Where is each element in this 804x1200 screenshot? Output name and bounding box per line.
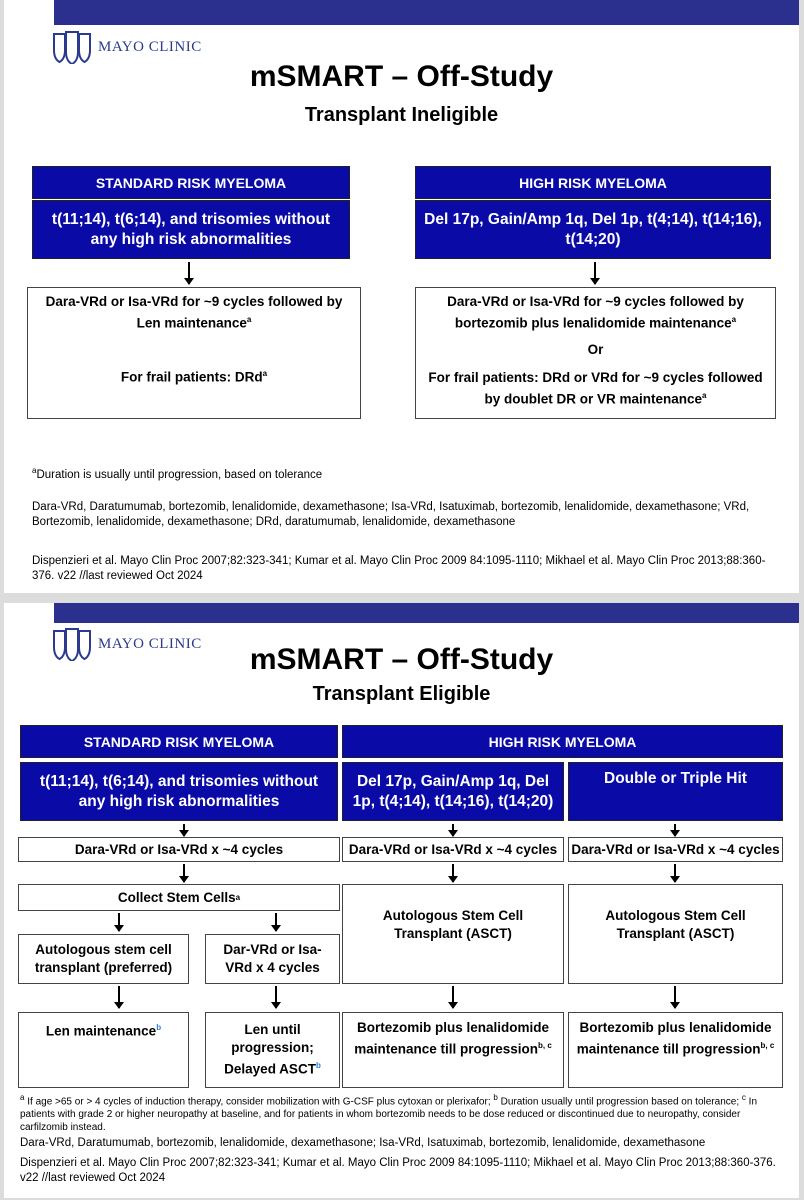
std-regimen-text: Dara-VRd or Isa-VRd for ~9 cycles followed by Len maintenance$^a$ xyxy=(45,294,343,331)
top-bar xyxy=(54,0,799,25)
footnote: $^a$Duration is usually until progression, based on tolerance xyxy=(32,466,323,481)
page-title: mSMART – Off-Study xyxy=(249,60,554,93)
collect-stem-cells-box: Collect Stem Cells a xyxy=(18,884,340,911)
abbreviations: Dara-VRd, Daratumumab, bortezomib, lenalidomide, dexamethasone; Isa-VRd, Isatuximab, bortezomib, lenalidomide, dexamethasone; VRd, Bortezomib, lenalidomide, dexamethasone; DRd, daratumumab, lenalidomide, dexamethasone xyxy=(32,501,750,528)
down-arrow-icon xyxy=(594,262,596,284)
alt-induction-box: Dar-VRd or Isa-VRd x 4 cycles xyxy=(205,934,340,984)
high-asct-box: Autologous Stem Cell Transplant (ASCT) xyxy=(342,884,564,984)
top-bar xyxy=(54,603,799,623)
down-arrow-icon xyxy=(183,824,185,836)
page-subtitle: Transplant Eligible xyxy=(312,683,491,705)
page-subtitle: Transplant Ineligible xyxy=(304,104,499,126)
high-risk-description: Del 17p, Gain/Amp 1q, Del 1p, t(4;14), t(14;16), t(14;20) xyxy=(415,200,771,259)
page-title: mSMART – Off-Study xyxy=(249,643,554,676)
down-arrow-icon xyxy=(452,986,454,1008)
abbreviations: Dara-VRd, Daratumumab, bortezomib, lenalidomide, dexamethasone; Isa-VRd, Isatuximab, bortezomib, lenalidomide, dexamethasone xyxy=(20,1137,706,1149)
high-maintenance-box: Bortezomib plus lenalidomide maintenance till progression$^{b, c}$ xyxy=(342,1012,564,1088)
down-arrow-icon xyxy=(118,986,120,1008)
hit-asct-box: Autologous Stem Cell Transplant (ASCT) xyxy=(568,884,783,984)
down-arrow-icon xyxy=(183,864,185,882)
down-arrow-icon xyxy=(452,824,454,836)
slide-transplant-ineligible xyxy=(4,0,799,593)
high-induction-box: Dara-VRd or Isa-VRd x ~4 cycles xyxy=(342,837,564,862)
double-triple-hit-box: Double or Triple Hit xyxy=(568,762,783,821)
down-arrow-icon xyxy=(118,913,120,931)
logo-text: MAYO CLINIC xyxy=(98,635,202,652)
std-risk-header: STANDARD RISK MYELOMA xyxy=(20,725,338,758)
high-risk-description: Del 17p, Gain/Amp 1q, Del 1p, t(4;14), t(14;16), t(14;20) xyxy=(342,762,564,821)
high-frail-text: For frail patients: DRd or VRd for ~9 cycles followed by doublet DR or VR maintenance$^a$ xyxy=(428,369,763,406)
down-arrow-icon xyxy=(275,986,277,1008)
down-arrow-icon xyxy=(674,864,676,882)
references: Dispenzieri et al. Mayo Clin Proc 2007;82:323-341; Kumar et al. Mayo Clin Proc 2009 84:1095-1110; Mikhael et al. Mayo Clin Proc 2013;88:360-376. v22 //last reviewed Oct 2024 xyxy=(20,1157,776,1184)
len-until-progression-box: Len until progression; Delayed ASCT$^b$ xyxy=(205,1012,340,1088)
std-risk-description: t(11;14), t(6;14), and trisomies without any high risk abnormalities xyxy=(32,200,350,259)
down-arrow-icon xyxy=(452,864,454,882)
high-regimen-text: Dara-VRd or Isa-VRd for ~9 cycles followed by bortezomib plus lenalidomide maintenance$^a$ xyxy=(447,294,744,331)
hit-induction-box: Dara-VRd or Isa-VRd x ~4 cycles xyxy=(568,837,783,862)
slide-transplant-eligible xyxy=(4,603,799,1198)
references: Dispenzieri et al. Mayo Clin Proc 2007;82:323-341; Kumar et al. Mayo Clin Proc 2009 84:1095-1110; Mikhael et al. Mayo Clin Proc 2013;88:360-376. v22 //last reviewed Oct 2024 xyxy=(32,555,766,582)
high-risk-header: HIGH RISK MYELOMA xyxy=(342,725,783,758)
footnotes: $^a$ If age >65 or > 4 cycles of induction therapy, consider mobilization with G-CSF plus cytoxan or plerixafor; $^b$ Duration usually until progression based on tolerance; $^c$ In patients with grade 2 or higher neuropathy at baseline, and for patients in whom bortezomib needs to be dose reduced or discontinued due to neuropathy, consider carfilzomib instead. xyxy=(20,1093,758,1134)
mayo-logo xyxy=(52,30,202,64)
std-frail-text: For frail patients: DRd$^a$ xyxy=(120,368,268,384)
down-arrow-icon xyxy=(188,262,190,284)
hit-maintenance-box: Bortezomib plus lenalidomide maintenance till progression$^{b, c}$ xyxy=(568,1012,783,1088)
down-arrow-icon xyxy=(674,986,676,1008)
high-regimen-box xyxy=(415,287,776,419)
std-regimen-box xyxy=(27,287,361,419)
std-induction-box: Dara-VRd or Isa-VRd x ~4 cycles xyxy=(18,837,340,862)
down-arrow-icon xyxy=(674,824,676,836)
down-arrow-icon xyxy=(275,913,277,931)
mayo-shield-icon xyxy=(52,30,92,64)
logo-text: MAYO CLINIC xyxy=(98,38,202,55)
or-label: Or xyxy=(587,341,604,357)
high-risk-header: HIGH RISK MYELOMA xyxy=(415,166,771,199)
len-maintenance-box: Len maintenance$^b$ xyxy=(18,1012,189,1088)
std-risk-header: STANDARD RISK MYELOMA xyxy=(32,166,350,199)
std-risk-description: t(11;14), t(6;14), and trisomies without any high risk abnormalities xyxy=(20,762,338,821)
asct-preferred-box: Autologous stem cell transplant (preferred) xyxy=(18,934,189,984)
